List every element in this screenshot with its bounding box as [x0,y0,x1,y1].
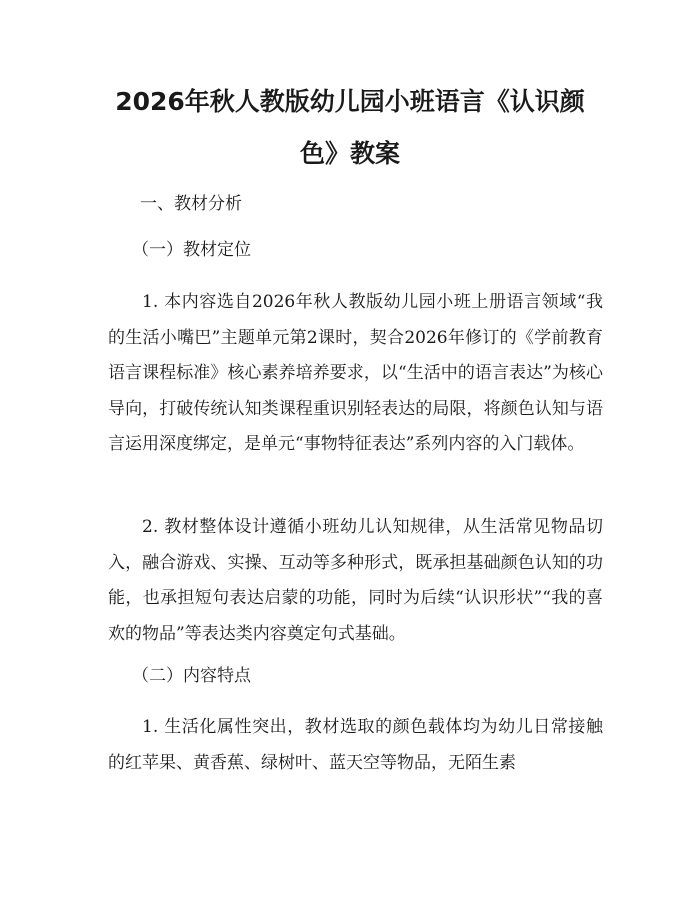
paragraph-2: 2. 教材整体设计遵循小班幼儿认知规律，从生活常见物品切入，融合游戏、实操、互动等多种形式，既承担基础颜色认知的功能，也承担短句表达启蒙的功能，同时为后续“认识形状”“我的喜欢的物品”等表达类内容奠定句式基础。 [108,517,603,644]
paragraph-3: 1. 生活化属性突出，教材选取的颜色载体均为幼儿日常接触的红苹果、黄香蕉、绿树叶、蓝天空等物品，无陌生素 [108,717,603,773]
title-line-1: 2026年秋人教版幼儿园小班语言《认识颜 [115,87,585,116]
subsection-heading-1: （一）教材定位 [132,240,251,260]
section-heading-1: 一、教材分析 [140,194,242,214]
title-line-2: 色》教案 [299,139,400,168]
subsection-heading-2: （二）内容特点 [132,666,251,686]
paragraph-1: 1. 本内容选自2026年秋人教版幼儿园小班上册语言领域“我的生活小嘴巴”主题单元第2课时，契合2026年修订的《学前教育语言课程标准》核心素养培养要求，以“生活中的语言表达”为核心导向，打破传统认知类课程重识别轻表达的局限，将颜色认知与语言运用深度绑定，是单元“事物特征表达”系列内容的入门载体。 [108,292,603,454]
document-title [70,76,630,180]
